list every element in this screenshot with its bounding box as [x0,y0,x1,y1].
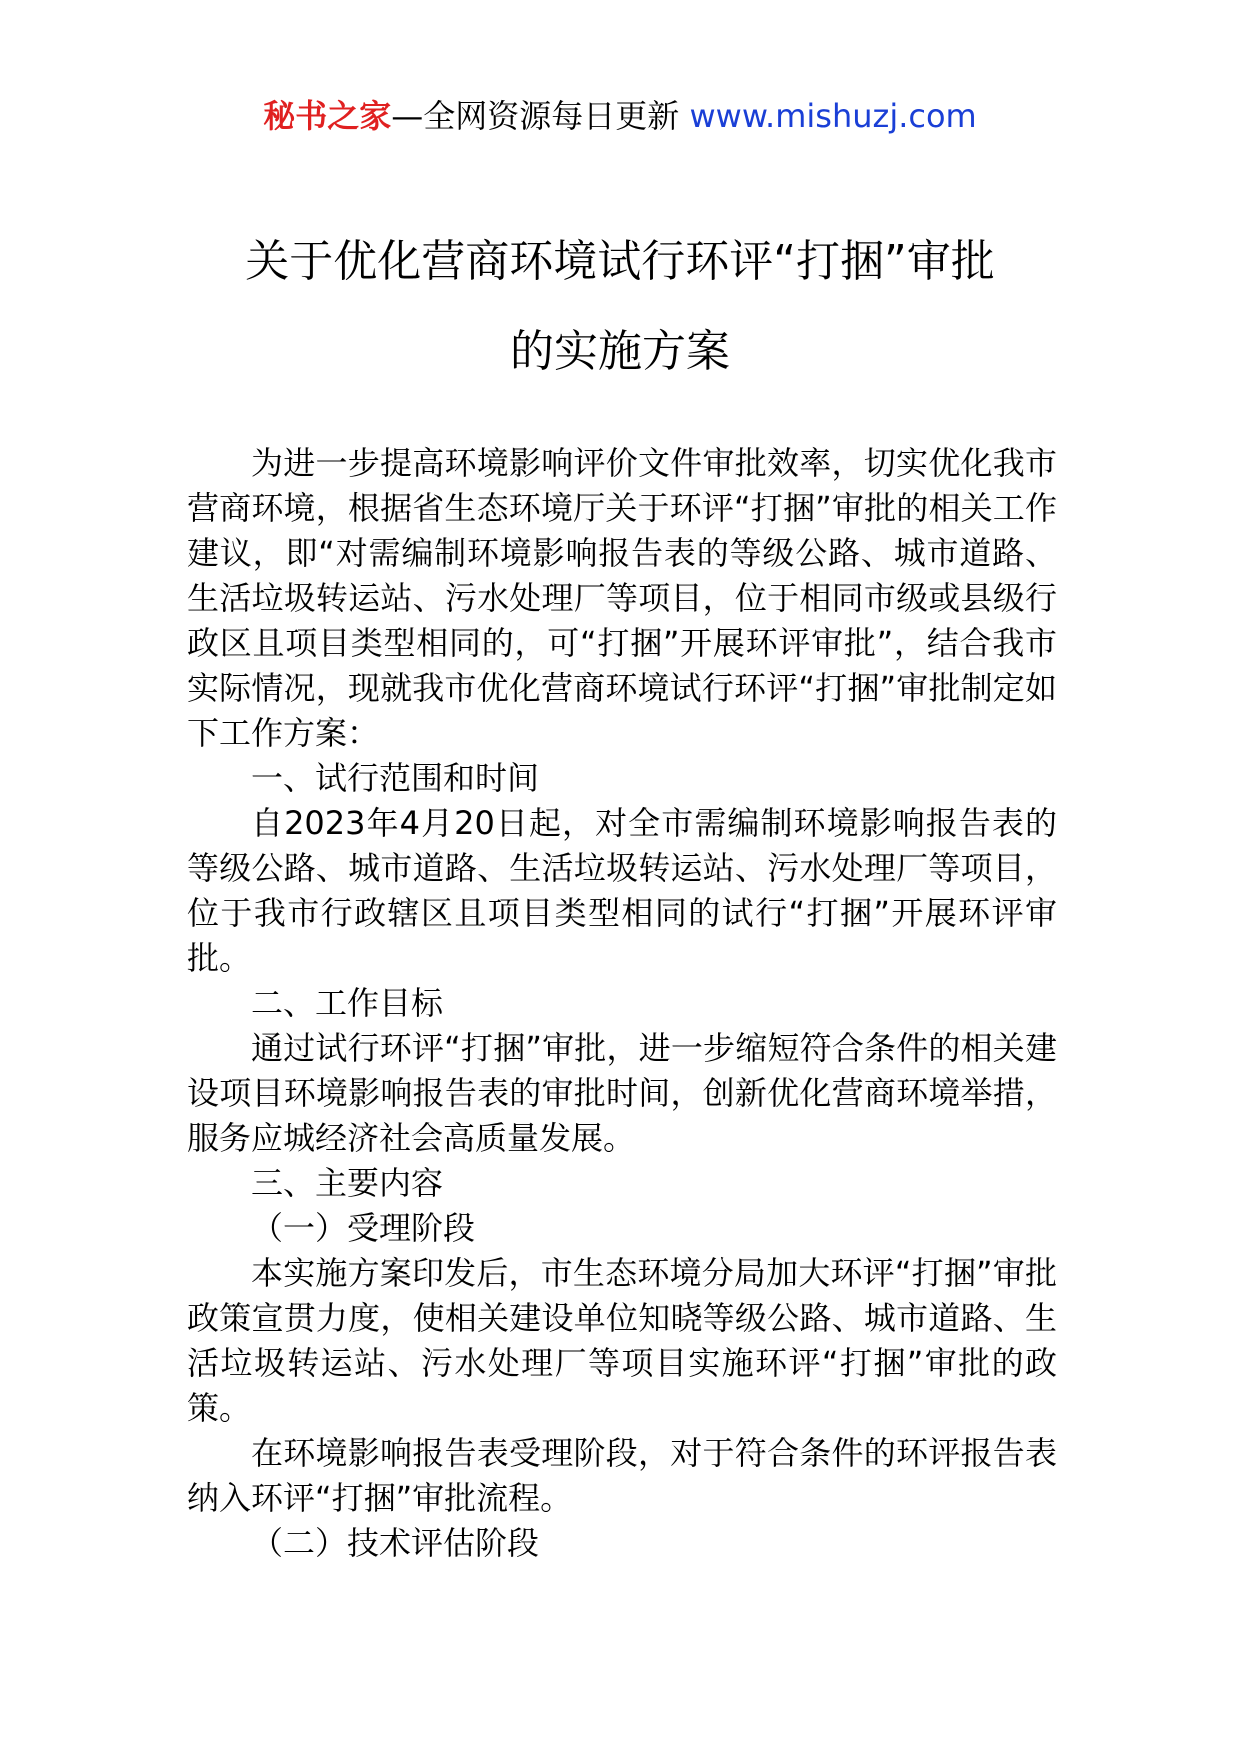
header-tagline: —全网资源每日更新 [391,97,690,135]
intro-paragraph: 为进一步提高环境影响评价文件审批效率，切实优化我市营商环境，根据省生态环境厅关于环评“打捆”审批的相关工作建议，即“对需编制环境影响报告表的等级公路、城市道路、生活垃圾转运站、污水处理厂等项目，位于相同市级或县级行政区且项目类型相同的，可“打捆”开展环评审批”，结合我市实际情况，现就我市优化营商环境试行环评“打捆”审批制定如下工作方案： [187,444,1057,752]
section-heading-3: 三、主要内容 [251,1164,444,1202]
brand-name: 秘书之家 [263,97,392,135]
section-heading-2: 二、工作目标 [251,984,444,1022]
body-paragraph: 本实施方案印发后，市生态环境分局加大环评“打捆”审批政策宣贯力度，使相关建设单位知晓等级公路、城市道路、生活垃圾转运站、污水处理厂等项目实施环评“打捆”审批的政策。 [187,1254,1057,1427]
site-url-link[interactable]: www.mishuzj.com [689,97,977,135]
document-title-line-2: 的实施方案 [510,326,730,377]
subsection-heading-1: （一）受理阶段 [251,1209,476,1247]
subsection-heading-2: （二）技术评估阶段 [251,1524,540,1562]
document-body [187,441,1057,1566]
body-paragraph: 通过试行环评“打捆”审批，进一步缩短符合条件的相关建设项目环境影响报告表的审批时间，创新优化营商环境举措，服务应城经济社会高质量发展。 [187,1029,1057,1157]
section-heading-1: 一、试行范围和时间 [251,759,540,797]
document-title-line-1: 关于优化营商环境试行环评“打捆”审批 [245,236,995,287]
site-header [0,96,1240,136]
body-paragraph: 自2023年4月20日起，对全市需编制环境影响报告表的等级公路、城市道路、生活垃圾转运站、污水处理厂等项目，位于我市行政辖区且项目类型相同的试行“打捆”开展环评审批。 [187,804,1057,977]
body-paragraph: 在环境影响报告表受理阶段，对于符合条件的环评报告表纳入环评“打捆”审批流程。 [187,1434,1057,1517]
